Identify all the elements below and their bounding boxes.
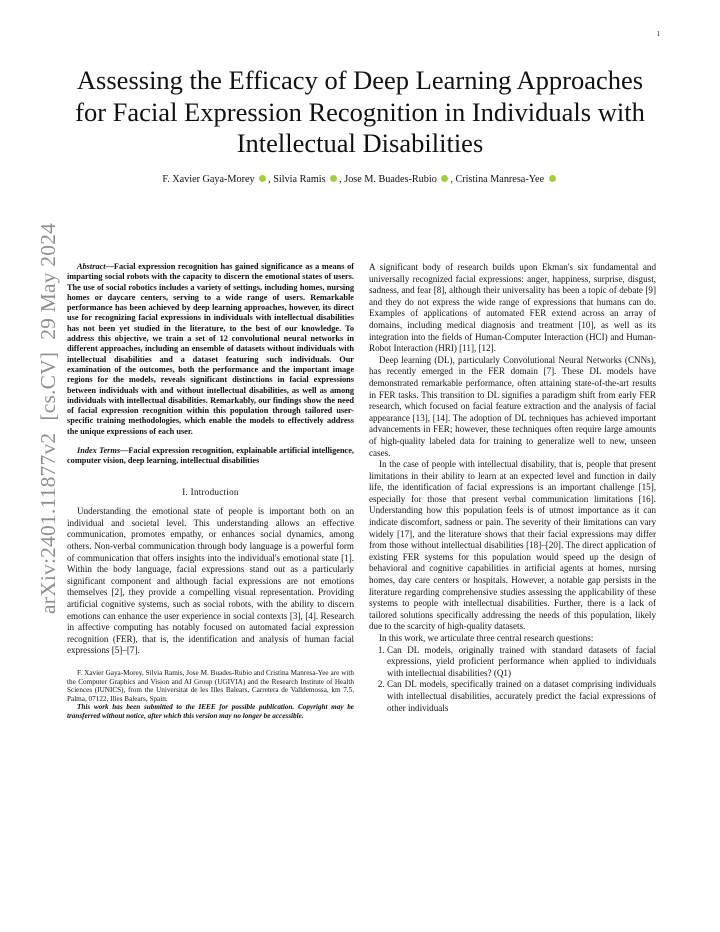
list-item: 1. Can DL models, originally trained with standard datasets of facial expressions, yield proficient performance when applied to individuals with intellectual disabilities? (Q1) bbox=[387, 645, 656, 680]
body-paragraph: Deep learning (DL), particularly Convolutional Neural Networks (CNNs), has recently emerged in the FER domain [7]. These DL models have demonstrated remarkable performance, often attaining state-of-the-art results in FER tasks. This transition to DL signifies a paradigm shift from early FER research, which focused on facial feature extraction and the analysis of facial appearance [13], [14]. The adoption of DL techniques has achieved important advancements in FER; however, these techniques often require large amounts of high-quality labeled data for training to generalize well to new, unseen cases. bbox=[369, 354, 656, 458]
footnote bbox=[67, 669, 354, 721]
abstract bbox=[67, 262, 354, 437]
orcid-icon[interactable] bbox=[441, 175, 448, 182]
arxiv-category: [cs.CV] bbox=[36, 351, 60, 421]
body-paragraph: In the case of people with intellectual disability, that is, people that present limitations in their ability to learn at an expected level and function in daily life, the identification of facial expressions is an important challenge [15], especially for those that present verbal communication limitations [16]. Understanding how this population feels is of utmost importance as it can indicate discomfort, sadness or pain. The severity of their limitations can vary widely [17], and the literature shows that their facial expressions may differ from those without intellectual disabilities [18]–[20]. The direct application of existing FER systems for this population would speed up the design of behavioral and cognitive capabilities in artificial agents at homes, nursing homes, day care centers or hospitals. However, a notable gap persists in the literature regarding comprehensive studies assessing the applicability of these systems to people with intellectual disabilities. Further, there is a lack of tailored solutions specifically addressing the needs of this population, likely due to the scarcity of high-quality datasets. bbox=[369, 459, 656, 632]
index-terms-text: —Facial expression recognition, explainable artificial intelligence, computer vision, deep learning, intellectual disabilities bbox=[67, 446, 354, 466]
affiliation-note: F. Xavier Gaya-Morey, Silvia Ramis, Jose M. Buades-Rubio and Cristina Manresa-Yee are with the Computer Graphics and Vision and AI Group (UGIVIA) and the Research Institute of Health Sciences (IUNICS), from the Universitat de les Illes Balears, Carretera de Valldemossa, km 7.5, Palma, 07122, Illes Balears, Spain. bbox=[67, 668, 354, 703]
author-name: F. Xavier Gaya-Morey bbox=[162, 174, 255, 185]
arxiv-date: 29 May 2024 bbox=[36, 222, 60, 340]
section-heading: I. Introduction bbox=[182, 486, 239, 497]
author-list: F. Xavier Gaya-Morey , Silvia Ramis , Jose M. Buades-Rubio , Cristina Manresa-Yee bbox=[60, 174, 660, 185]
author-name: Jose M. Buades-Rubio bbox=[344, 174, 437, 185]
list-item: 2. Can DL models, specifically trained on a dataset comprising individuals with intellectual disabilities, accurately predict the facial expressions of other individuals bbox=[387, 679, 656, 714]
page-number: 1 bbox=[656, 30, 660, 38]
body-paragraph: Understanding the emotional state of people is important both on an individual and societal level. This understanding allows an effective communication, promotes empathy, or enhances social dynamics, among others. Non-verbal communication through body language is a powerful form of communication that offers insights into the individual's emotional state [1]. Within the body language, facial expressions stand out as a particularly significant component and although facial expressions are not emotions themselves [2], they provide a compelling visual representation. Providing artificial cognitive systems, such as social robots, with the ability to discern emotions can enhance the user experience in social contexts [3], [4]. Research in affective computing has notably focused on automated facial expression recognition (FER), that is, the identification and analysis of human facial expressions [5]–[7]. bbox=[67, 506, 354, 656]
right-column bbox=[369, 262, 656, 714]
author-name: Cristina Manresa-Yee bbox=[455, 174, 545, 185]
abstract-text: —Facial expression recognition has gained significance as a means of imparting social robots with the capacity to discern the emotional states of users. The use of social robotics includes a variety of settings, including homes, nursing homes or daycare centers, serving to a wide range of users. Remarkable performance has been achieved by deep learning approaches, however, its direct use for recognizing facial expressions in individuals with intellectual disabilities has not been yet studied in the literature, to the best of our knowledge. To address this objective, we train a set of 12 convolutional neural networks in different approaches, including an ensemble of datasets without individuals with intellectual disabilities and a dataset featuring such individuals. Our examination of the outcomes, both the performance and the important image regions for the models, reveals significant distinctions in facial expressions between individuals with and without intellectual disabilities, as well as among individuals with intellectual disabilities. Remarkably, our findings show the need of facial expression recognition within this population through tailored user-specific training methodologies, which enable the models to effectively address the unique expressions of each user. bbox=[67, 262, 354, 436]
index-terms bbox=[67, 446, 354, 467]
arxiv-stamp bbox=[36, 211, 61, 614]
body-paragraph: A significant body of research builds upon Ekman's six fundamental and universally recognized facial expressions: anger, happiness, surprise, disgust, sadness, and fear [8], although their universality has been a topic of debate [9] and they do not express the wide range of expressions that humans can do. Examples of applications of automated FER extend across an array of domains, including medical diagnosis and treatment [10], as well as its integration into the fields of Human-Computer Interaction (HCI) and Human-Robot Interaction (HRI) [11], [12]. bbox=[369, 262, 656, 354]
paper-title: Assessing the Efficacy of Deep Learning Approaches for Facial Expression Recognition in Individuals with Intellectual Disabilities bbox=[75, 65, 645, 158]
research-questions bbox=[369, 645, 656, 715]
author-name: Silvia Ramis bbox=[273, 174, 326, 185]
abstract-lead: Abstract bbox=[77, 262, 106, 271]
left-column bbox=[67, 262, 354, 721]
body-paragraph: In this work, we articulate three central research questions: bbox=[379, 633, 594, 643]
orcid-icon[interactable] bbox=[259, 175, 266, 182]
orcid-icon[interactable] bbox=[549, 175, 556, 182]
copyright-notice: This work has been submitted to the IEEE for possible publication. Copyright may be transferred without notice, after which this version may no longer be accessible. bbox=[67, 703, 354, 720]
arxiv-id: arXiv:2401.11877v2 bbox=[36, 432, 60, 614]
orcid-icon[interactable] bbox=[330, 175, 337, 182]
index-terms-lead: Index Terms bbox=[77, 446, 121, 456]
